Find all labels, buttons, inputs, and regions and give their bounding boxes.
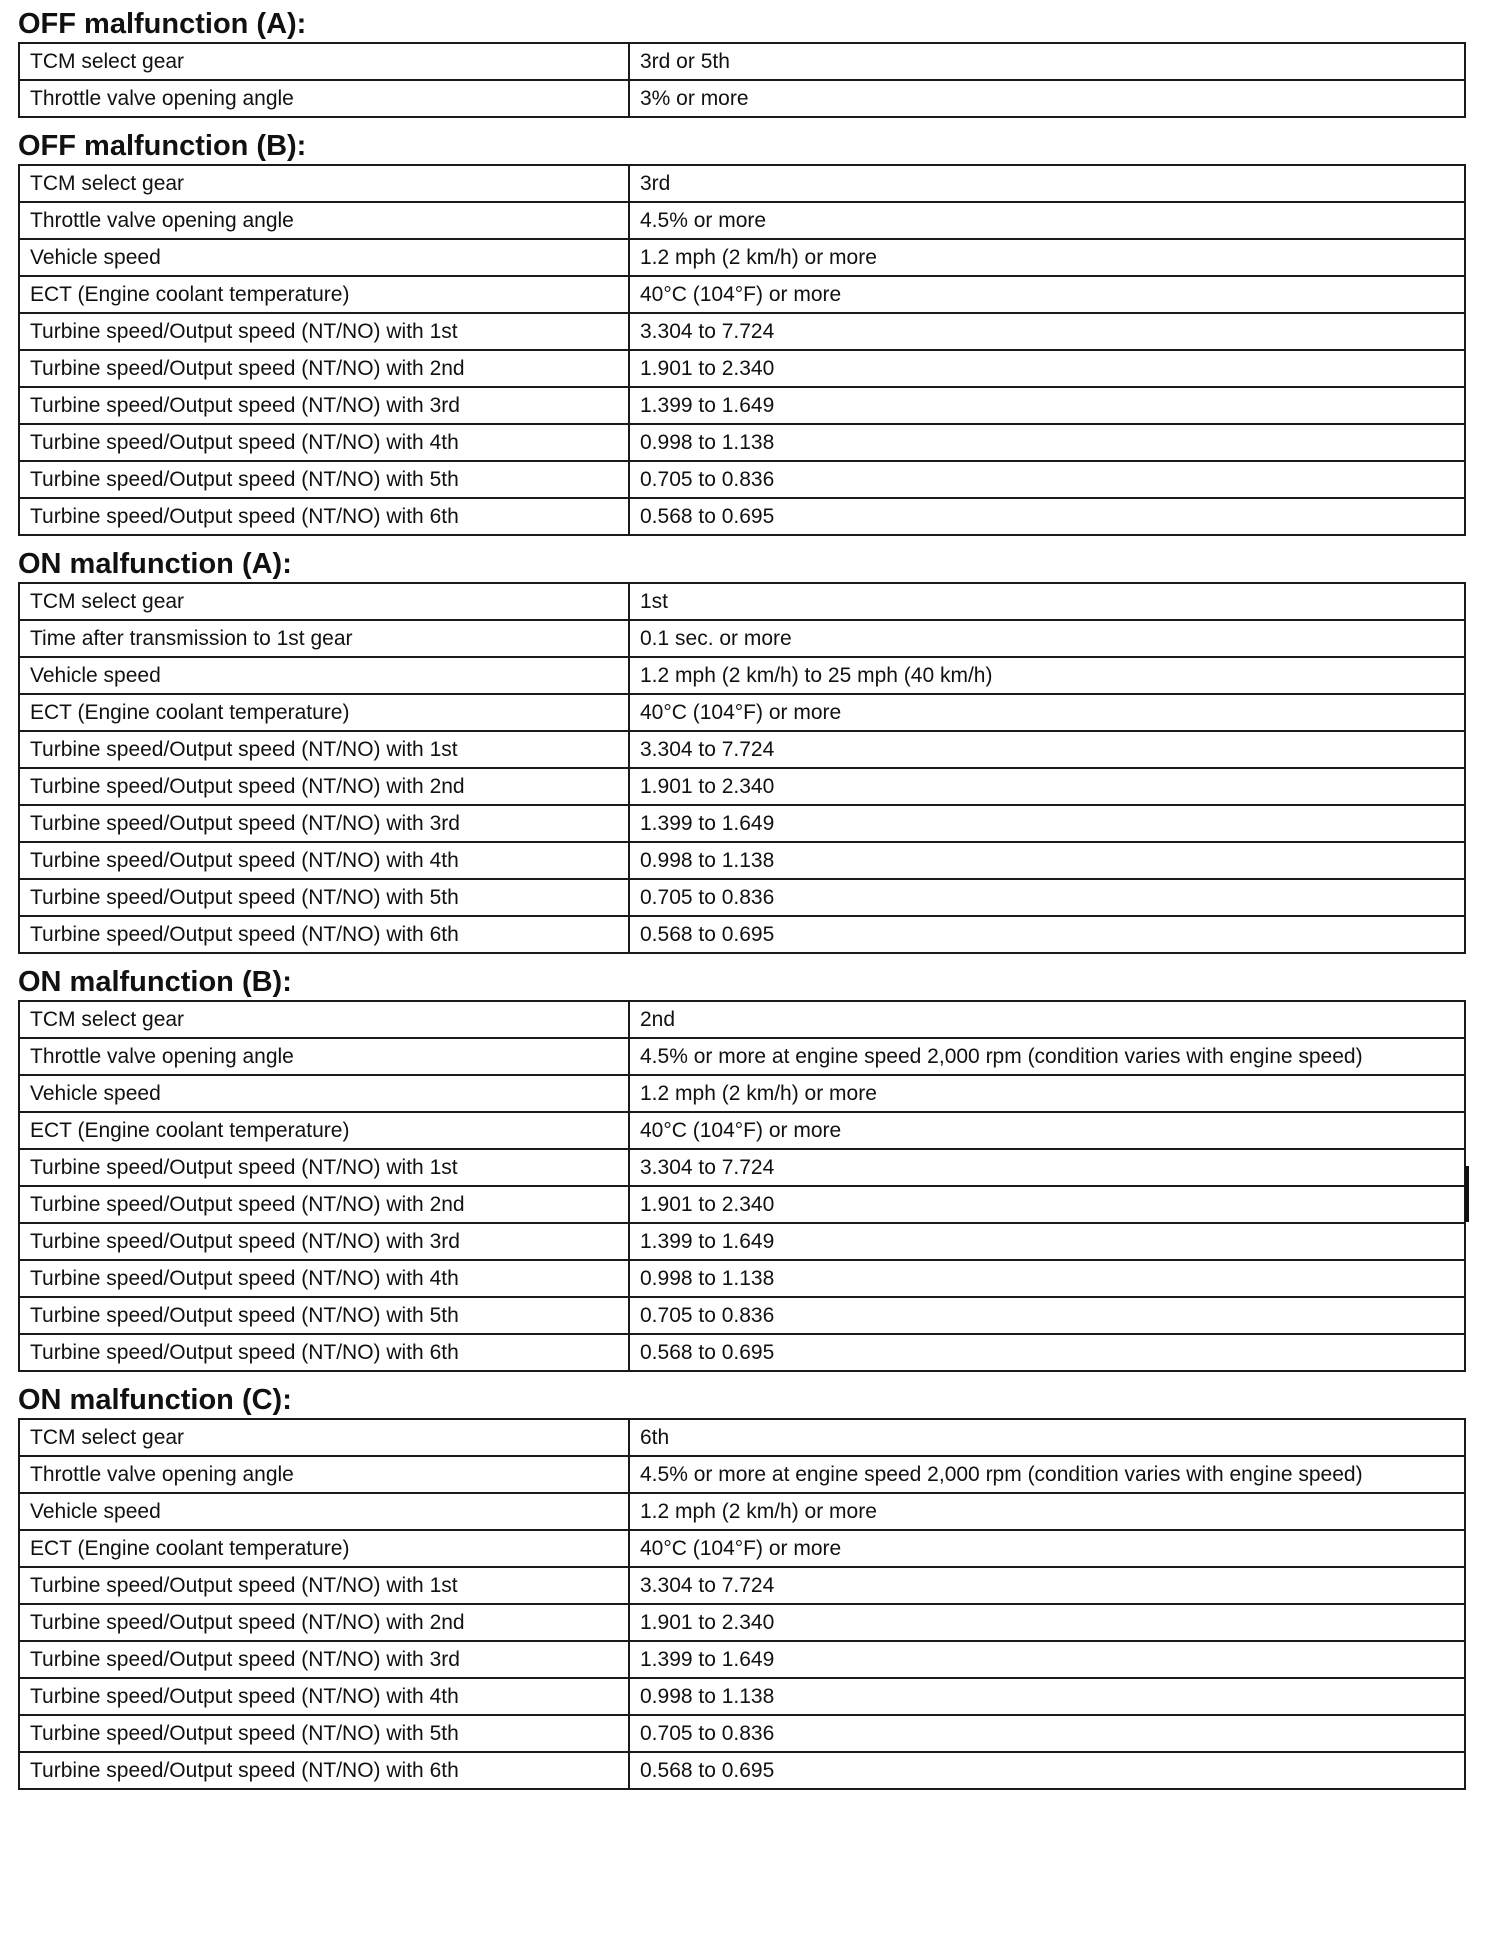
table-row: [19, 1530, 1465, 1567]
condition-label: Turbine speed/Output speed (NT/NO) with 6th: [19, 916, 629, 953]
section-on-malfunction-b: [18, 964, 1464, 1372]
spec-table: [18, 1000, 1466, 1372]
table-row: [19, 768, 1465, 805]
condition-label: Turbine speed/Output speed (NT/NO) with 4th: [19, 842, 629, 879]
condition-label: Turbine speed/Output speed (NT/NO) with 4th: [19, 424, 629, 461]
spec-table: [18, 1418, 1466, 1790]
condition-label: Vehicle speed: [19, 1075, 629, 1112]
condition-label: Turbine speed/Output speed (NT/NO) with 4th: [19, 1678, 629, 1715]
condition-label: Throttle valve opening angle: [19, 1456, 629, 1493]
condition-label: Vehicle speed: [19, 1493, 629, 1530]
condition-value: 4.5% or more at engine speed 2,000 rpm (condition varies with engine speed): [629, 1038, 1465, 1075]
table-row: [19, 1752, 1465, 1789]
condition-value: 3.304 to 7.724: [629, 1567, 1465, 1604]
table-row: [19, 1456, 1465, 1493]
section-on-malfunction-c: [18, 1382, 1464, 1790]
condition-value: 1st: [629, 583, 1465, 620]
condition-label: Turbine speed/Output speed (NT/NO) with 6th: [19, 1334, 629, 1371]
condition-label: TCM select gear: [19, 583, 629, 620]
condition-value: 1.2 mph (2 km/h) to 25 mph (40 km/h): [629, 657, 1465, 694]
condition-value: 3rd: [629, 165, 1465, 202]
condition-value: 0.1 sec. or more: [629, 620, 1465, 657]
table-row: [19, 1186, 1465, 1223]
table-row: [19, 1223, 1465, 1260]
condition-label: ECT (Engine coolant temperature): [19, 694, 629, 731]
table-row: [19, 1604, 1465, 1641]
table-row: [19, 202, 1465, 239]
condition-label: Turbine speed/Output speed (NT/NO) with 6th: [19, 498, 629, 535]
table-row: [19, 1038, 1465, 1075]
condition-value: 0.705 to 0.836: [629, 461, 1465, 498]
table-row: [19, 1297, 1465, 1334]
table-row: [19, 1493, 1465, 1530]
condition-value: 3.304 to 7.724: [629, 731, 1465, 768]
section-on-malfunction-a: [18, 546, 1464, 954]
condition-value: 1.399 to 1.649: [629, 387, 1465, 424]
table-row: [19, 620, 1465, 657]
section-title: ON malfunction (C):: [18, 1384, 292, 1416]
condition-value: 1.901 to 2.340: [629, 768, 1465, 805]
condition-value: 1.901 to 2.340: [629, 350, 1465, 387]
spec-table: [18, 42, 1466, 118]
table-row: [19, 731, 1465, 768]
condition-label: Turbine speed/Output speed (NT/NO) with 3rd: [19, 387, 629, 424]
condition-label: TCM select gear: [19, 1419, 629, 1456]
condition-value: 1.399 to 1.649: [629, 1641, 1465, 1678]
table-row: [19, 350, 1465, 387]
section-title: ON malfunction (A):: [18, 548, 292, 580]
condition-label: Throttle valve opening angle: [19, 1038, 629, 1075]
section-title: OFF malfunction (A):: [18, 8, 307, 40]
condition-value: 0.998 to 1.138: [629, 842, 1465, 879]
table-row: [19, 1149, 1465, 1186]
condition-value: 2nd: [629, 1001, 1465, 1038]
condition-value: 3rd or 5th: [629, 43, 1465, 80]
condition-value: 1.901 to 2.340: [629, 1186, 1465, 1223]
condition-value: 4.5% or more: [629, 202, 1465, 239]
condition-label: Vehicle speed: [19, 657, 629, 694]
table-row: [19, 1641, 1465, 1678]
table-row: [19, 657, 1465, 694]
table-row: [19, 1567, 1465, 1604]
table-row: [19, 498, 1465, 535]
condition-value: 0.568 to 0.695: [629, 498, 1465, 535]
condition-label: ECT (Engine coolant temperature): [19, 1530, 629, 1567]
table-row: [19, 276, 1465, 313]
table-row: [19, 1001, 1465, 1038]
condition-value: 1.399 to 1.649: [629, 805, 1465, 842]
condition-value: 1.2 mph (2 km/h) or more: [629, 1493, 1465, 1530]
condition-value: 0.705 to 0.836: [629, 1715, 1465, 1752]
condition-value: 1.2 mph (2 km/h) or more: [629, 1075, 1465, 1112]
condition-value: 1.399 to 1.649: [629, 1223, 1465, 1260]
condition-label: Turbine speed/Output speed (NT/NO) with 1st: [19, 731, 629, 768]
table-row: [19, 1419, 1465, 1456]
condition-label: Turbine speed/Output speed (NT/NO) with 5th: [19, 879, 629, 916]
condition-value: 3% or more: [629, 80, 1465, 117]
condition-value: 40°C (104°F) or more: [629, 276, 1465, 313]
condition-value: 3.304 to 7.724: [629, 313, 1465, 350]
condition-label: Turbine speed/Output speed (NT/NO) with 1st: [19, 1567, 629, 1604]
table-row: [19, 879, 1465, 916]
spec-table: [18, 164, 1466, 536]
condition-value: 0.568 to 0.695: [629, 1752, 1465, 1789]
condition-label: Turbine speed/Output speed (NT/NO) with 3rd: [19, 805, 629, 842]
table-row: [19, 1334, 1465, 1371]
condition-value: 0.568 to 0.695: [629, 1334, 1465, 1371]
condition-value: 3.304 to 7.724: [629, 1149, 1465, 1186]
table-row: [19, 1075, 1465, 1112]
condition-value: 40°C (104°F) or more: [629, 694, 1465, 731]
table-row: [19, 387, 1465, 424]
section-off-malfunction-b: [18, 128, 1464, 536]
table-row: [19, 165, 1465, 202]
table-row: [19, 80, 1465, 117]
condition-label: Turbine speed/Output speed (NT/NO) with 3rd: [19, 1641, 629, 1678]
condition-value: 0.998 to 1.138: [629, 424, 1465, 461]
condition-label: Time after transmission to 1st gear: [19, 620, 629, 657]
condition-label: Turbine speed/Output speed (NT/NO) with 5th: [19, 461, 629, 498]
condition-value: 0.568 to 0.695: [629, 916, 1465, 953]
condition-label: TCM select gear: [19, 1001, 629, 1038]
condition-label: Vehicle speed: [19, 239, 629, 276]
condition-value: 0.705 to 0.836: [629, 879, 1465, 916]
condition-label: Turbine speed/Output speed (NT/NO) with 2nd: [19, 1186, 629, 1223]
condition-label: Turbine speed/Output speed (NT/NO) with 2nd: [19, 350, 629, 387]
condition-value: 1.2 mph (2 km/h) or more: [629, 239, 1465, 276]
condition-label: Turbine speed/Output speed (NT/NO) with 1st: [19, 1149, 629, 1186]
document: [18, 6, 1464, 1800]
condition-label: Turbine speed/Output speed (NT/NO) with 6th: [19, 1752, 629, 1789]
table-row: [19, 1678, 1465, 1715]
table-row: [19, 43, 1465, 80]
condition-value: 40°C (104°F) or more: [629, 1530, 1465, 1567]
condition-label: Turbine speed/Output speed (NT/NO) with 5th: [19, 1297, 629, 1334]
condition-label: TCM select gear: [19, 165, 629, 202]
condition-label: Throttle valve opening angle: [19, 80, 629, 117]
table-row: [19, 1112, 1465, 1149]
condition-label: Turbine speed/Output speed (NT/NO) with 4th: [19, 1260, 629, 1297]
table-row: [19, 1260, 1465, 1297]
condition-label: Throttle valve opening angle: [19, 202, 629, 239]
condition-value: 0.998 to 1.138: [629, 1260, 1465, 1297]
table-row: [19, 1715, 1465, 1752]
table-row: [19, 239, 1465, 276]
condition-label: Turbine speed/Output speed (NT/NO) with 3rd: [19, 1223, 629, 1260]
table-row: [19, 916, 1465, 953]
table-row: [19, 461, 1465, 498]
section-title: ON malfunction (B):: [18, 966, 292, 998]
condition-label: Turbine speed/Output speed (NT/NO) with 1st: [19, 313, 629, 350]
condition-value: 4.5% or more at engine speed 2,000 rpm (condition varies with engine speed): [629, 1456, 1465, 1493]
edge-mark: [1465, 1166, 1469, 1222]
condition-value: 0.705 to 0.836: [629, 1297, 1465, 1334]
condition-label: Turbine speed/Output speed (NT/NO) with 2nd: [19, 1604, 629, 1641]
table-row: [19, 313, 1465, 350]
condition-value: 40°C (104°F) or more: [629, 1112, 1465, 1149]
table-row: [19, 805, 1465, 842]
condition-label: TCM select gear: [19, 43, 629, 80]
condition-value: 0.998 to 1.138: [629, 1678, 1465, 1715]
section-title: OFF malfunction (B):: [18, 130, 307, 162]
condition-label: Turbine speed/Output speed (NT/NO) with 5th: [19, 1715, 629, 1752]
table-row: [19, 842, 1465, 879]
condition-value: 1.901 to 2.340: [629, 1604, 1465, 1641]
condition-label: Turbine speed/Output speed (NT/NO) with 2nd: [19, 768, 629, 805]
condition-label: ECT (Engine coolant temperature): [19, 1112, 629, 1149]
table-row: [19, 694, 1465, 731]
section-off-malfunction-a: [18, 6, 1464, 118]
table-row: [19, 424, 1465, 461]
condition-label: ECT (Engine coolant temperature): [19, 276, 629, 313]
spec-table: [18, 582, 1466, 954]
table-row: [19, 583, 1465, 620]
condition-value: 6th: [629, 1419, 1465, 1456]
